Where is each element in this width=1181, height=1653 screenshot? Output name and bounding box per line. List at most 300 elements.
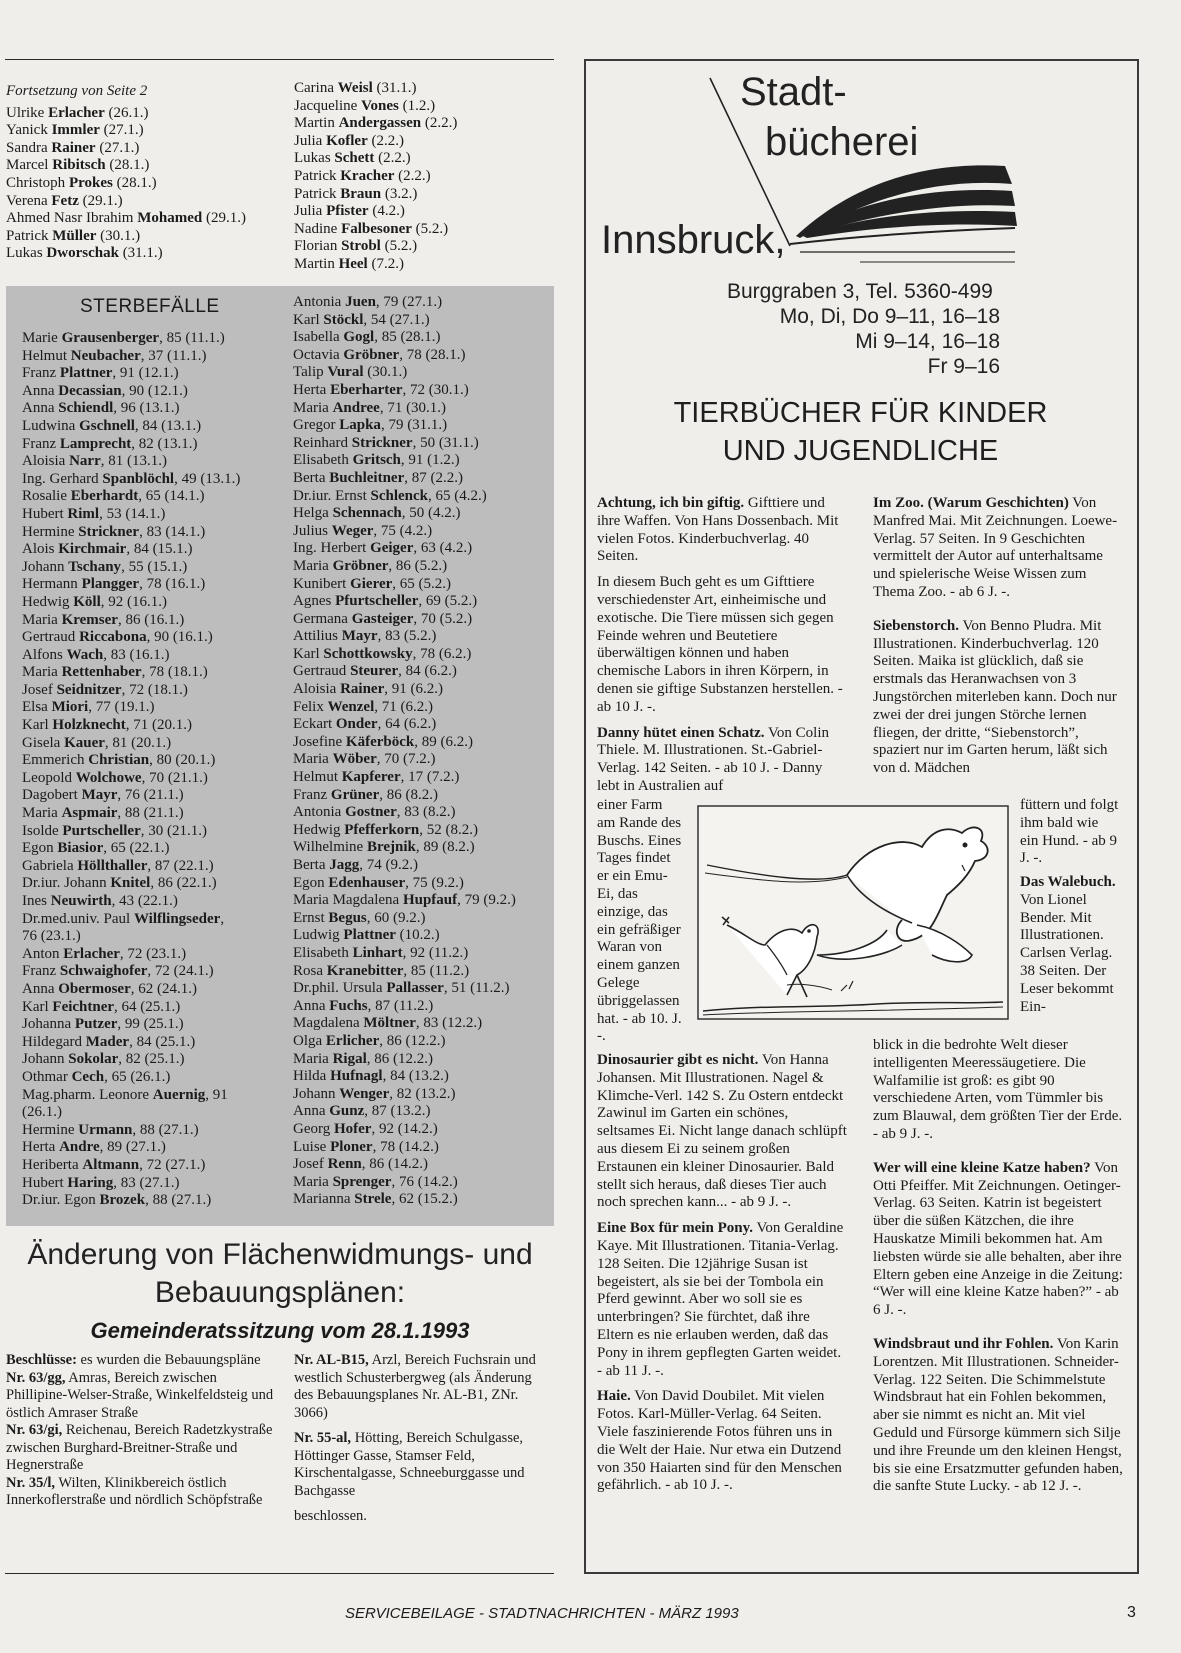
surname: Sprenger <box>332 1173 392 1190</box>
surname: Obermoser <box>58 980 131 997</box>
surname: Kranebitter <box>326 962 404 979</box>
name-entry <box>22 1192 292 1210</box>
surname: Brejnik <box>366 839 416 856</box>
surname: Kofler <box>326 132 368 149</box>
book-entry <box>873 495 1125 602</box>
first-name: Patrick <box>6 227 49 244</box>
entry-details: (30.1.) <box>100 227 141 244</box>
name-entry <box>293 1086 553 1104</box>
first-name: Alois <box>22 541 55 558</box>
books-column-b-wrap1: füttern und folgt ihm bald wie ein Hund. - ab 9 J. -. <box>1020 797 1119 867</box>
surname: Pfister <box>326 203 369 220</box>
name-entry <box>22 963 292 981</box>
zoning-subtitle: Gemeinderatssitzung vom 28.1.1993 <box>90 1318 470 1343</box>
entry-details: , 71 (6.2.) <box>374 698 433 715</box>
name-entry <box>22 1122 292 1140</box>
entry-details: (26.1.) <box>108 104 149 121</box>
surname: Gunz <box>329 1103 365 1120</box>
name-entry <box>293 1015 553 1033</box>
zoning-title-line1: Änderung von Flächenwidmungs- und <box>27 1238 533 1271</box>
surname: Mader <box>85 1033 130 1050</box>
entry-details: , 85 (28.1.) <box>374 329 441 346</box>
first-name: Germana <box>293 610 348 627</box>
name-entry <box>22 1051 292 1069</box>
book-entry <box>597 725 847 796</box>
deaths-list-1 <box>22 330 292 1210</box>
first-name: Rosa <box>293 962 323 979</box>
entry-details: , 30 (21.1.) <box>140 822 207 839</box>
entry-details: , 74 (9.2.) <box>359 857 418 873</box>
entry-text: Hötting, Bereich Schulgasse, Höttinger Gasse, Stamser Feld, Kirschentalgasse, Schneeburggasse und Bachgasse <box>294 1430 525 1499</box>
entry-title: Dinosaurier gibt es nicht. <box>597 1052 759 1068</box>
name-entry <box>22 1069 292 1087</box>
first-name: Hermann <box>22 576 78 593</box>
first-name: Egon <box>22 840 54 857</box>
zoning-list-2 <box>294 1352 552 1526</box>
first-name: Martin <box>294 115 335 132</box>
entry-details: (10.2.) <box>395 927 440 944</box>
surname: Ploner <box>330 1138 373 1155</box>
entry-title: Achtung, ich bin giftig. <box>597 495 745 511</box>
entry-details: , 65 (26.1.) <box>104 1068 171 1085</box>
first-name: Maria <box>293 1050 329 1067</box>
name-entry <box>293 347 553 365</box>
entry-details: , 72 (24.1.) <box>147 963 214 980</box>
surname: Eberhardt <box>70 488 139 505</box>
surname: Haring <box>67 1174 114 1191</box>
first-name: Franz <box>293 786 328 803</box>
first-name: Aloisia <box>22 453 66 470</box>
name-entry <box>293 329 553 347</box>
surname: Schennach <box>332 505 402 522</box>
name-entry <box>293 646 553 664</box>
name-entry <box>22 1157 292 1175</box>
entry-details: , 86 (16.1.) <box>117 611 185 628</box>
surname: Decassian <box>58 382 122 399</box>
surname: Renn <box>327 1156 362 1173</box>
name-entry <box>293 576 553 594</box>
surname: Buchleitner <box>329 469 405 486</box>
deaths-heading: STERBEFÄLLE <box>80 296 220 317</box>
entry-details: , 53 (14.1.) <box>99 505 166 522</box>
name-entry <box>293 1121 553 1139</box>
entry-text: Von Benno Pludra. Mit Illustrationen. Kinderbuchverlag. 120 Seiten. Maika ist glücklich, daß sie erstmals das Heranwachsen von 3 Jungstörchen miterleben kann. Doch nur zwei der drei jungen Störche lernen fliegen, der dritte, “Siebenstorch”, spaziert nur im Garten herum, läßt sich von d. Mädchen <box>873 617 1117 777</box>
footer-text: SERVICEBEILAGE - STADTNACHRICHTEN - MÄRZ 1993 <box>345 1605 739 1622</box>
zoning-column-1 <box>6 1352 276 1510</box>
first-name: Maria Magdalena <box>293 892 400 909</box>
entry-details: , 50 (31.1.) <box>412 434 479 451</box>
name-entry <box>6 105 291 123</box>
name-entry <box>293 663 553 681</box>
name-entry <box>22 647 292 665</box>
entry-details: , 77 (19.1.) <box>88 699 155 716</box>
name-entry <box>6 157 291 175</box>
surname: Jagg <box>329 857 360 873</box>
first-name: Ludwina <box>22 417 76 434</box>
first-name: Dr.iur. Ernst <box>293 487 367 504</box>
surname: Hofer <box>333 1120 372 1137</box>
entry-details: , 71 (20.1.) <box>125 717 192 734</box>
entry-details: , 79 (31.1.) <box>380 417 448 434</box>
surname: Aspmair <box>61 805 118 822</box>
entry-details: (5.2.) <box>384 238 418 255</box>
book-entry <box>873 1336 1125 1496</box>
zoning-title-line2: Bebauungsplänen: <box>154 1276 406 1309</box>
entry-details: , 64 (6.2.) <box>377 716 437 733</box>
entry-details: , 79 (27.1.) <box>375 294 443 310</box>
entry-details: , 96 (13.1.) <box>113 400 180 417</box>
book-entry <box>597 1220 847 1380</box>
surname: Käferböck <box>345 733 415 750</box>
entry-text: beschlossen. <box>294 1508 367 1524</box>
first-name: Ulrike <box>6 104 45 121</box>
first-name: Luise <box>293 1138 327 1155</box>
first-name: Eckart <box>293 716 333 733</box>
entry-details: (31.1.) <box>122 245 163 262</box>
first-name: Dr.phil. Ursula <box>293 980 383 997</box>
entry-details: , 87 (13.2.) <box>364 1103 431 1120</box>
surname: Tschany <box>68 558 122 575</box>
surname: Kracher <box>340 167 395 184</box>
entry-details: , 87 (22.1.) <box>147 857 214 874</box>
entry-details: , 89 (6.2.) <box>414 733 473 750</box>
first-name: Agnes <box>293 593 332 610</box>
surname: Neubacher <box>70 347 141 364</box>
name-entry <box>22 699 292 717</box>
first-name: Leopold <box>22 769 72 786</box>
surname: Erlacher <box>48 104 105 121</box>
library-logo-line2: bücherei <box>765 120 919 164</box>
first-name: Helmut <box>22 347 67 364</box>
surname: Gostner <box>345 804 397 821</box>
entry-title: Wer will eine kleine Katze haben? <box>873 1159 1091 1176</box>
first-name: Maria <box>22 805 58 822</box>
first-name: Yanick <box>6 122 48 139</box>
first-name: Anna <box>293 997 326 1014</box>
first-name: Verena <box>6 192 48 209</box>
entry-details: , 99 (25.1.) <box>117 1016 184 1033</box>
entry-details: , 87 (2.2.) <box>404 469 463 486</box>
name-entry <box>22 383 292 401</box>
name-entry <box>293 382 553 400</box>
first-name: Gabriela <box>22 857 74 874</box>
first-name: Dr.iur. Johann <box>22 875 107 892</box>
name-entry <box>293 312 553 330</box>
entry-details: , 83 (27.1.) <box>113 1174 180 1191</box>
book-entry <box>873 1160 1125 1320</box>
surname: Prokes <box>68 174 113 191</box>
entry-text: Wilten, Klinikbereich östlich Innerkoflerstraße und nördlich Schöpfstraße <box>6 1474 263 1508</box>
first-name: Reinhard <box>293 434 348 451</box>
entry-details: , 82 (13.2.) <box>389 1085 456 1102</box>
name-entry <box>22 1034 292 1052</box>
first-name: Johann <box>22 558 65 575</box>
entry-details: , 78 (14.2.) <box>372 1138 439 1155</box>
entry-details: , 88 (21.1.) <box>117 805 184 822</box>
name-entry <box>293 1174 553 1192</box>
book-entry <box>6 1352 276 1370</box>
name-entry <box>293 963 553 981</box>
entry-details: , 84 (25.1.) <box>129 1033 196 1050</box>
name-entry <box>22 840 292 858</box>
surname: Seidnitzer <box>56 681 122 698</box>
entry-details: , 54 (27.1.) <box>363 311 430 328</box>
first-name: Marianna <box>293 1191 351 1208</box>
first-name: Herta <box>22 1139 56 1156</box>
first-name: Magdalena <box>293 1015 360 1032</box>
name-entry <box>22 365 292 383</box>
first-name: Lukas <box>6 245 43 262</box>
name-entry <box>22 735 292 753</box>
name-entry <box>6 210 291 228</box>
first-name: Maria <box>22 664 58 681</box>
entry-details: , 70 (5.2.) <box>413 610 473 627</box>
entry-details: , 72 (18.1.) <box>121 681 188 698</box>
first-name: Maria <box>293 751 329 768</box>
surname: Rigal <box>332 1050 367 1067</box>
name-entry <box>293 1191 553 1209</box>
entry-details: , 81 (20.1.) <box>104 734 172 751</box>
first-name: Ing. Gerhard <box>22 470 99 487</box>
surname: Gröbner <box>343 346 400 363</box>
name-entry <box>294 221 554 239</box>
name-entry <box>22 506 292 524</box>
first-name: Hildegard <box>22 1033 82 1050</box>
entry-details: , 84 (13.1.) <box>134 417 202 434</box>
first-name: Felix <box>293 698 324 715</box>
name-entry <box>293 910 553 928</box>
name-entry <box>22 981 292 999</box>
births-column-2 <box>294 80 554 274</box>
surname: Weger <box>331 522 374 539</box>
first-name: Dr.med.univ. Paul <box>22 910 131 927</box>
surname: Schlenck <box>370 487 429 504</box>
book-entry <box>597 495 847 566</box>
entry-details: (7.2.) <box>371 255 404 272</box>
surname: Mohamed <box>137 210 203 227</box>
zoning-list-1 <box>6 1352 276 1510</box>
entry-details: , 78 (16.1.) <box>139 576 206 593</box>
deaths-column-1 <box>22 330 292 1210</box>
surname: Kauer <box>64 734 105 751</box>
entry-details: , <box>220 910 225 927</box>
surname: Rettenhaber <box>61 664 142 681</box>
surname: Pfefferkorn <box>344 821 420 838</box>
name-entry <box>294 256 554 274</box>
entry-details: , 89 (27.1.) <box>99 1139 166 1156</box>
first-name: Ahmed Nasr Ibrahim <box>6 210 134 227</box>
first-name: Gertraud <box>293 663 347 680</box>
entry-text: Von David Doubilet. Mit vielen Fotos. Karl-Müller-Verlag. 64 Seiten. Viele faszinierende Fotos führen uns in die Welt der Haie. Nur etwa ein Dutzend von 350 Haiarten sind für den Menschen gefährlich. - ab 10 J. -. <box>597 1388 842 1494</box>
entry-details: , 72 (23.1.) <box>119 945 187 962</box>
entry-title: Danny hütet einen Schatz. <box>597 724 765 741</box>
entry-title: Nr. 35/l, <box>6 1474 56 1491</box>
name-entry <box>6 245 291 263</box>
entry-details: (29.1.) <box>205 210 246 227</box>
name-entry <box>293 998 553 1016</box>
first-name: Josefine <box>293 733 343 750</box>
first-name: Julia <box>294 132 323 149</box>
entry-title: Nr. 63/gi, <box>6 1422 63 1438</box>
surname: Pallasser <box>386 980 444 997</box>
entry-title: Nr. 63/gg, <box>6 1369 66 1386</box>
first-name: Gisela <box>22 734 61 751</box>
name-entry <box>6 175 291 193</box>
entry-details: , 62 (15.2.) <box>391 1191 458 1208</box>
book-entry <box>6 1475 276 1510</box>
surname: Dworschak <box>46 245 119 262</box>
surname: Wach <box>66 646 104 663</box>
surname: Erlacher <box>63 945 120 962</box>
first-name: Karl <box>293 645 320 662</box>
first-name: Ernst <box>293 909 325 926</box>
entry-title: Nr. 55-al, <box>294 1430 352 1446</box>
first-name: Ludwig <box>293 927 340 944</box>
first-name: Antonia <box>293 294 342 310</box>
name-entry <box>294 98 554 116</box>
surname: Urmann <box>78 1121 133 1138</box>
entry-details: , 86 (22.1.) <box>150 875 217 892</box>
books-column-a-bottom <box>597 1052 847 1503</box>
first-name: Patrick <box>294 167 337 184</box>
surname: Spanblöchl <box>102 470 175 487</box>
first-name: Elisabeth <box>293 944 349 961</box>
entry-text: Von Otti Pfeiffer. Mit Zeichnungen. Oetinger-Verlag. 63 Seiten. Katrin ist begeistert über die süßen Kätzchen, die ihre Hauskatze Mimili bekommen hat. Am liebsten würde sie alle behalten, aber ihre Eltern geben eine Anzeige in die Zeitung: “Wer will eine kleine Katze haben?” - ab 6 J. -. <box>873 1159 1123 1319</box>
entry-details: , 82 (13.1.) <box>131 435 198 452</box>
walebuch-text: Von Lionel Bender. Mit Illustrationen. Carlsen Verlag. 38 Seiten. Der Leser bekommt Ein- <box>1020 891 1114 1015</box>
name-entry <box>294 203 554 221</box>
name-entry <box>293 927 553 945</box>
top-rule-left <box>5 59 554 60</box>
entry-details: (3.2.) <box>384 185 418 202</box>
deaths-column-2 <box>293 294 553 1209</box>
first-name: Talip <box>293 364 324 381</box>
books-a-top-list <box>597 495 847 796</box>
name-entry <box>293 681 553 699</box>
name-entry <box>293 804 553 822</box>
name-entry <box>22 717 292 735</box>
first-name: Ines <box>22 893 47 909</box>
surname: Heel <box>338 255 368 272</box>
entry-details: , 84 (6.2.) <box>398 663 457 680</box>
name-entry <box>293 400 553 418</box>
first-name: Herta <box>293 381 327 398</box>
first-name: Jacqueline <box>294 97 358 114</box>
entry-details: , 83 (12.2.) <box>415 1015 483 1032</box>
name-entry <box>22 418 292 436</box>
surname: Grüner <box>330 786 380 803</box>
name-entry <box>6 228 291 246</box>
first-name: Martin <box>294 255 335 272</box>
name-entry <box>22 348 292 366</box>
entry-text: Reichenau, Bereich Radetzkystraße zwischen Burghard-Breitner-Straße und Hegnerstraße <box>6 1422 273 1473</box>
first-name: Johann <box>293 1085 336 1102</box>
first-name: Karl <box>22 998 49 1015</box>
entry-details: (5.2.) <box>415 220 449 237</box>
surname: Geiger <box>370 540 414 557</box>
surname: Gschnell <box>79 417 135 434</box>
entry-details: , 50 (4.2.) <box>401 505 461 522</box>
surname: Erlicher <box>325 1032 380 1049</box>
first-name: Maria <box>293 1173 329 1190</box>
surname: Riccabona <box>79 629 147 646</box>
entry-details: , 83 (8.2.) <box>396 804 456 821</box>
entry-details: (27.1.) <box>99 139 140 156</box>
entry-details: , 91 (1.2.) <box>400 452 460 469</box>
entry-details: , 86 (14.2.) <box>361 1156 429 1173</box>
name-entry <box>294 238 554 256</box>
entry-text: Von Karin Lorentzen. Mit Illustrationen. Schneider-Verlag. 122 Seiten. Die Schimmelstute Windsbraut hat ein Fohlen bekommen, aber sie nimmt es nicht an. Mit viel Geduld und Fürsorge kümmern sich Silje und ihre Freunde um den kleinen Hengst, bis sie eine Ersatzmutter gefunden haben, die sanfte Stute Lucky. - ab 12 J. -. <box>873 1335 1123 1495</box>
surname: Kapferer <box>341 769 401 786</box>
name-entry <box>294 80 554 98</box>
books-column-b-top <box>873 495 1125 794</box>
name-entry <box>293 1033 553 1051</box>
entry-details: , 88 (27.1.) <box>145 1192 212 1209</box>
surname: Vones <box>361 97 399 114</box>
entry-details: , 78 (6.2.) <box>412 645 472 662</box>
entry-details: , 75 (4.2.) <box>373 522 433 539</box>
first-name: Julia <box>294 203 323 220</box>
surname: Altmann <box>82 1156 140 1173</box>
entry-details: , 86 (5.2.) <box>388 557 448 574</box>
name-entry <box>293 1156 553 1174</box>
first-name: 76 (23.1.) <box>22 928 81 945</box>
entry-details: (31.1.) <box>376 80 417 96</box>
surname: Kirchmair <box>58 541 127 558</box>
surname: Andergassen <box>338 115 422 132</box>
first-name: Aloisia <box>293 681 337 698</box>
first-name: Antonia <box>293 804 342 821</box>
surname: Weisl <box>337 80 373 96</box>
name-entry <box>22 752 292 770</box>
name-entry <box>22 524 292 542</box>
name-entry <box>293 611 553 629</box>
first-name: Hilda <box>293 1068 327 1085</box>
entry-details: , 76 (14.2.) <box>391 1173 458 1190</box>
first-name: Maria <box>293 399 329 416</box>
surname: Immler <box>51 122 100 139</box>
first-name: Wilhelmine <box>293 839 364 856</box>
continued-note: Fortsetzung von Seite 2 <box>6 83 148 99</box>
entry-details: (2.2.) <box>424 115 458 132</box>
entry-details: (2.2.) <box>378 150 411 167</box>
name-entry <box>22 805 292 823</box>
name-entry <box>22 436 292 454</box>
surname: Holzknecht <box>52 717 126 734</box>
surname: Andre <box>59 1139 100 1156</box>
name-entry <box>22 928 292 946</box>
surname: Auernig <box>152 1086 206 1103</box>
first-name: Anna <box>22 400 55 417</box>
name-entry <box>293 857 553 875</box>
name-entry <box>293 435 553 453</box>
name-entry <box>293 628 553 646</box>
surname: Plattner <box>343 927 396 944</box>
entry-details: , 17 (7.2.) <box>400 769 460 786</box>
library-logo-city: Innsbruck, <box>601 218 786 262</box>
surname: Wilflingseder <box>133 910 221 927</box>
name-entry <box>293 734 553 752</box>
entry-details: , 87 (11.2.) <box>367 997 434 1014</box>
surname: Edenhauser <box>328 874 406 891</box>
entry-details: (30.1.) <box>363 364 408 381</box>
surname: Neuwirth <box>50 893 112 909</box>
books-column-b-bottom <box>873 1037 1125 1512</box>
surname: Linhart <box>352 944 403 961</box>
entry-title: Im Zoo. (Warum Geschichten) <box>873 495 1069 511</box>
surname: Höllthaller <box>77 857 148 874</box>
entry-details: (4.2.) <box>372 203 405 220</box>
